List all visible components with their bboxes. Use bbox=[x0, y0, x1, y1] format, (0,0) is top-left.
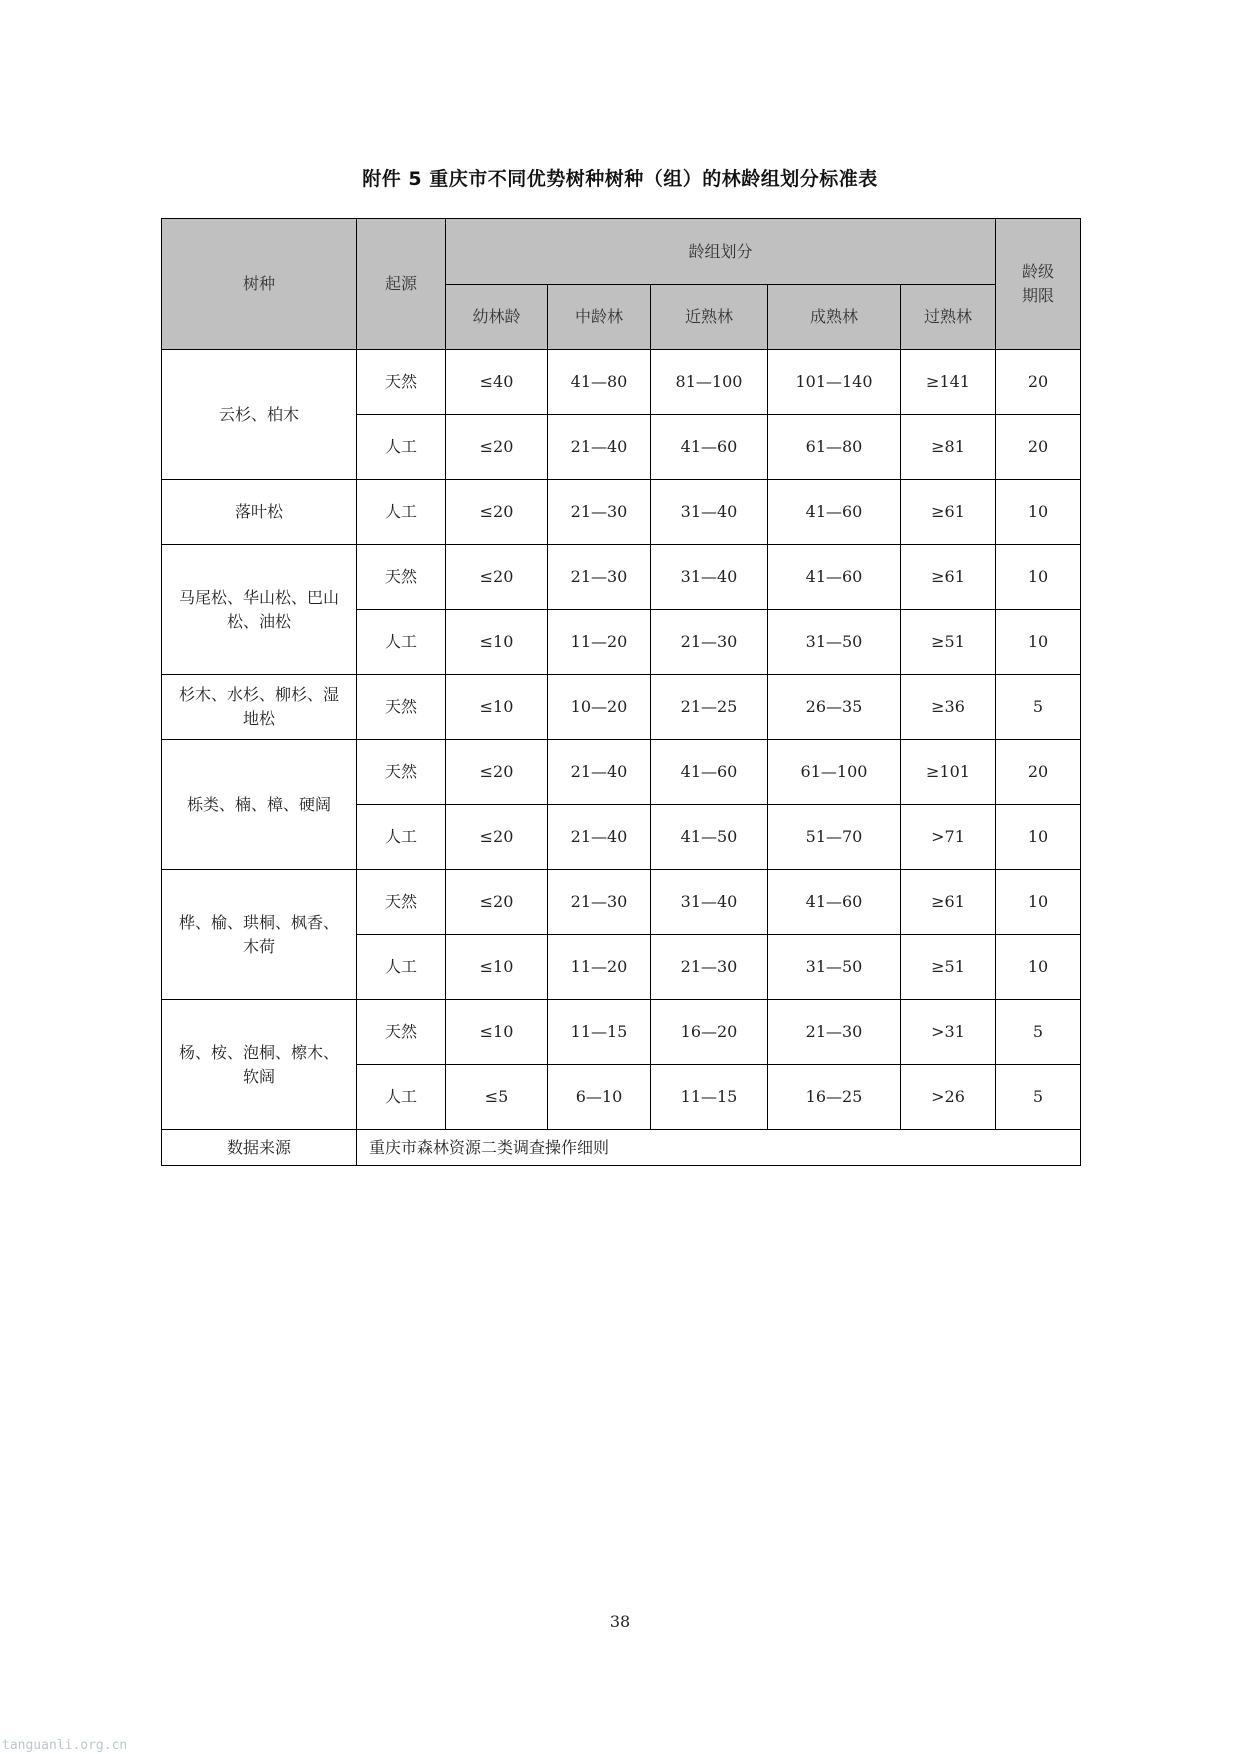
header-age-class-period-text: 龄级期限 bbox=[1022, 262, 1055, 305]
value-cell: 31—40 bbox=[651, 480, 768, 545]
origin-cell: 天然 bbox=[357, 545, 446, 610]
value-cell: 101—140 bbox=[768, 350, 901, 415]
value-cell: >31 bbox=[901, 1000, 996, 1065]
value-cell: 11—15 bbox=[651, 1065, 768, 1130]
value-cell: ≥101 bbox=[901, 740, 996, 805]
value-cell: 41—60 bbox=[651, 740, 768, 805]
value-cell: ≥51 bbox=[901, 610, 996, 675]
period-cell: 10 bbox=[996, 805, 1081, 870]
value-cell: 6—10 bbox=[548, 1065, 651, 1130]
value-cell: ≤10 bbox=[446, 675, 548, 740]
origin-cell: 人工 bbox=[357, 415, 446, 480]
value-cell: 41—50 bbox=[651, 805, 768, 870]
value-cell: ≥36 bbox=[901, 675, 996, 740]
species-cell: 杉木、水杉、柳杉、湿地松 bbox=[162, 675, 357, 740]
value-cell: ≤20 bbox=[446, 545, 548, 610]
value-cell: 21—30 bbox=[548, 480, 651, 545]
header-near-mature: 近熟林 bbox=[651, 285, 768, 350]
species-cell: 马尾松、华山松、巴山松、油松 bbox=[162, 545, 357, 675]
value-cell: 31—50 bbox=[768, 935, 901, 1000]
value-cell: 21—40 bbox=[548, 740, 651, 805]
origin-cell: 人工 bbox=[357, 805, 446, 870]
header-age-group: 龄组划分 bbox=[446, 219, 996, 285]
value-cell: ≥61 bbox=[901, 545, 996, 610]
period-cell: 5 bbox=[996, 675, 1081, 740]
watermark: tanguanli.org.cn bbox=[2, 1738, 128, 1753]
value-cell: ≤5 bbox=[446, 1065, 548, 1130]
table-row bbox=[162, 740, 1081, 805]
value-cell: 21—30 bbox=[548, 545, 651, 610]
value-cell: ≥51 bbox=[901, 935, 996, 1000]
value-cell: 51—70 bbox=[768, 805, 901, 870]
period-cell: 10 bbox=[996, 480, 1081, 545]
table-row bbox=[162, 545, 1081, 610]
value-cell: ≤40 bbox=[446, 350, 548, 415]
value-cell: 21—40 bbox=[548, 805, 651, 870]
header-young: 幼林龄 bbox=[446, 285, 548, 350]
value-cell: 16—20 bbox=[651, 1000, 768, 1065]
origin-cell: 人工 bbox=[357, 1065, 446, 1130]
value-cell: ≤20 bbox=[446, 870, 548, 935]
value-cell: 21—30 bbox=[768, 1000, 901, 1065]
origin-cell: 天然 bbox=[357, 675, 446, 740]
species-cell: 栎类、楠、樟、硬阔 bbox=[162, 740, 357, 870]
origin-cell: 人工 bbox=[357, 480, 446, 545]
value-cell: 41—60 bbox=[768, 480, 901, 545]
origin-cell: 天然 bbox=[357, 1000, 446, 1065]
value-cell: ≤10 bbox=[446, 1000, 548, 1065]
period-cell: 20 bbox=[996, 350, 1081, 415]
value-cell: ≤20 bbox=[446, 740, 548, 805]
species-cell: 杨、桉、泡桐、檫木、软阔 bbox=[162, 1000, 357, 1130]
value-cell: 21—40 bbox=[548, 415, 651, 480]
value-cell: >26 bbox=[901, 1065, 996, 1130]
value-cell: 31—50 bbox=[768, 610, 901, 675]
header-middle: 中龄林 bbox=[548, 285, 651, 350]
value-cell: 81—100 bbox=[651, 350, 768, 415]
value-cell: 26—35 bbox=[768, 675, 901, 740]
value-cell: 41—60 bbox=[768, 545, 901, 610]
species-cell: 桦、榆、珙桐、枫香、木荷 bbox=[162, 870, 357, 1000]
period-cell: 5 bbox=[996, 1000, 1081, 1065]
value-cell: 11—15 bbox=[548, 1000, 651, 1065]
value-cell: 41—60 bbox=[768, 870, 901, 935]
value-cell: 61—100 bbox=[768, 740, 901, 805]
period-cell: 5 bbox=[996, 1065, 1081, 1130]
value-cell: ≤20 bbox=[446, 480, 548, 545]
document-title: 附件 5 重庆市不同优势树种树种（组）的林龄组划分标准表 bbox=[362, 168, 878, 190]
value-cell: 41—80 bbox=[548, 350, 651, 415]
table-row bbox=[162, 1000, 1081, 1065]
origin-cell: 天然 bbox=[357, 740, 446, 805]
value-cell: 21—30 bbox=[548, 870, 651, 935]
value-cell: ≥141 bbox=[901, 350, 996, 415]
value-cell: ≤10 bbox=[446, 935, 548, 1000]
origin-cell: 天然 bbox=[357, 870, 446, 935]
table-row bbox=[162, 350, 1081, 415]
period-cell: 10 bbox=[996, 610, 1081, 675]
page-number: 38 bbox=[609, 1612, 631, 1631]
period-cell: 20 bbox=[996, 740, 1081, 805]
value-cell: 21—30 bbox=[651, 610, 768, 675]
source-row bbox=[162, 1130, 1081, 1166]
header-age-class-period bbox=[996, 219, 1081, 350]
header-origin: 起源 bbox=[357, 219, 446, 350]
origin-cell: 人工 bbox=[357, 935, 446, 1000]
header-over-mature: 过熟林 bbox=[901, 285, 996, 350]
value-cell: 11—20 bbox=[548, 610, 651, 675]
value-cell: 31—40 bbox=[651, 870, 768, 935]
header-mature: 成熟林 bbox=[768, 285, 901, 350]
period-cell: 10 bbox=[996, 935, 1081, 1000]
value-cell: 41—60 bbox=[651, 415, 768, 480]
forest-age-group-table bbox=[161, 218, 1081, 1166]
value-cell: ≤20 bbox=[446, 415, 548, 480]
value-cell: 21—25 bbox=[651, 675, 768, 740]
period-cell: 10 bbox=[996, 545, 1081, 610]
table-row bbox=[162, 870, 1081, 935]
value-cell: 21—30 bbox=[651, 935, 768, 1000]
value-cell: ≤10 bbox=[446, 610, 548, 675]
source-label: 数据来源 bbox=[162, 1130, 357, 1166]
value-cell: ≥61 bbox=[901, 870, 996, 935]
period-cell: 10 bbox=[996, 870, 1081, 935]
value-cell: ≥61 bbox=[901, 480, 996, 545]
value-cell: 31—40 bbox=[651, 545, 768, 610]
origin-cell: 天然 bbox=[357, 350, 446, 415]
source-value: 重庆市森林资源二类调查操作细则 bbox=[357, 1130, 1081, 1166]
value-cell: 11—20 bbox=[548, 935, 651, 1000]
header-species: 树种 bbox=[162, 219, 357, 350]
species-cell: 云杉、柏木 bbox=[162, 350, 357, 480]
value-cell: ≤20 bbox=[446, 805, 548, 870]
period-cell: 20 bbox=[996, 415, 1081, 480]
table-row bbox=[162, 675, 1081, 740]
table-row bbox=[162, 480, 1081, 545]
value-cell: 16—25 bbox=[768, 1065, 901, 1130]
value-cell: 61—80 bbox=[768, 415, 901, 480]
header-row-1 bbox=[162, 219, 1081, 285]
value-cell: ≥81 bbox=[901, 415, 996, 480]
value-cell: 10—20 bbox=[548, 675, 651, 740]
value-cell: >71 bbox=[901, 805, 996, 870]
origin-cell: 人工 bbox=[357, 610, 446, 675]
species-cell: 落叶松 bbox=[162, 480, 357, 545]
